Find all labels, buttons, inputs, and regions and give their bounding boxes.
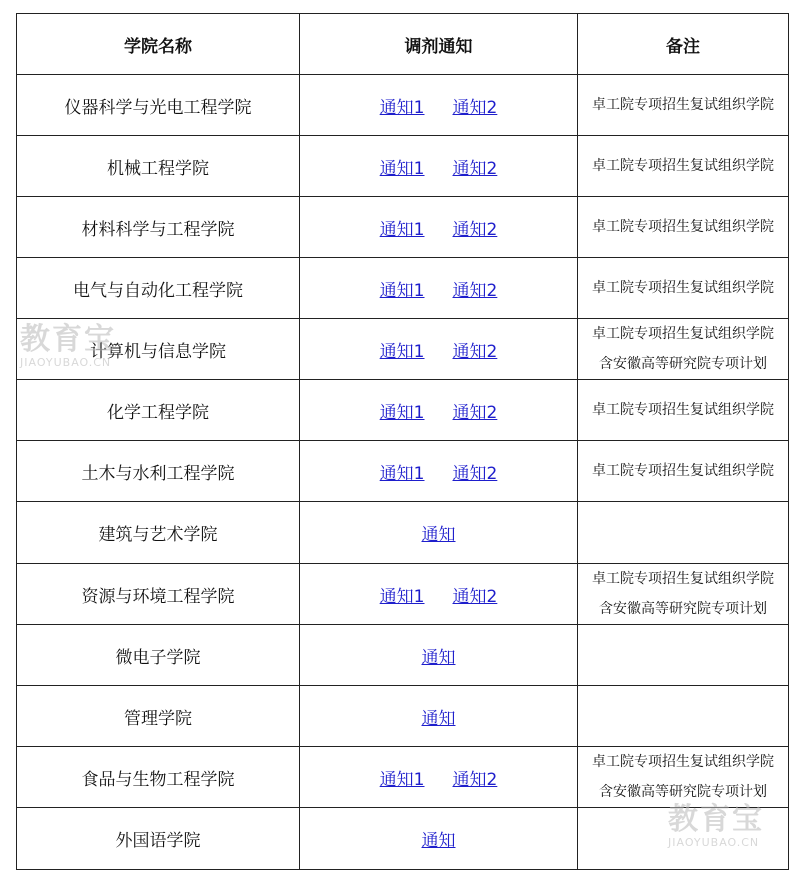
table-row xyxy=(17,686,789,747)
college-name-cell: 外国语学院 xyxy=(17,808,300,870)
notice-link-1[interactable]: 通知1 xyxy=(379,280,425,301)
notice-link-1[interactable]: 通知 xyxy=(421,525,456,545)
notice-link-1[interactable]: 通知1 xyxy=(379,463,425,484)
remark-cell xyxy=(578,564,789,625)
notice-link-1[interactable]: 通知1 xyxy=(379,219,425,240)
notice-link-2[interactable]: 通知2 xyxy=(452,769,498,790)
watermark-cn: 教育宝 xyxy=(20,322,116,357)
remark-line: 卓工院专项招生复试组织学院 xyxy=(592,219,774,235)
notice-link-2[interactable]: 通知2 xyxy=(452,158,498,179)
notice-links-cell xyxy=(300,686,578,747)
notice-links-cell xyxy=(300,441,578,502)
remark-line: 含安徽高等研究院专项计划 xyxy=(599,356,767,372)
table-row xyxy=(17,502,789,564)
remark-line: 含安徽高等研究院专项计划 xyxy=(599,784,767,800)
remark-cell xyxy=(578,441,789,502)
college-name-cell: 化学工程学院 xyxy=(17,380,300,441)
table-row xyxy=(17,136,789,197)
table-body xyxy=(17,75,789,870)
college-name-cell: 电气与自动化工程学院 xyxy=(17,258,300,319)
table-row xyxy=(17,808,789,870)
notice-link-1[interactable]: 通知1 xyxy=(379,158,425,179)
notice-links-cell xyxy=(300,502,578,564)
remark-line: 含安徽高等研究院专项计划 xyxy=(599,601,767,617)
remark-line: 卓工院专项招生复试组织学院 xyxy=(592,571,774,587)
watermark-en: JIAOYUBAO.CN xyxy=(20,356,112,369)
college-name-cell: 食品与生物工程学院 xyxy=(17,747,300,808)
remark-cell xyxy=(578,136,789,197)
table-row xyxy=(17,564,789,625)
notice-link-1[interactable]: 通知1 xyxy=(379,402,425,423)
college-name-cell: 微电子学院 xyxy=(17,625,300,686)
notice-links-cell xyxy=(300,319,578,380)
header-remarks: 备注 xyxy=(578,14,789,75)
notice-link-2[interactable]: 通知2 xyxy=(452,341,498,362)
notice-link-1[interactable]: 通知 xyxy=(421,708,456,729)
remark-line: 卓工院专项招生复试组织学院 xyxy=(592,280,774,296)
notice-links-cell xyxy=(300,747,578,808)
notice-links-cell xyxy=(300,136,578,197)
remark-cell xyxy=(578,625,789,686)
notice-link-1[interactable]: 通知1 xyxy=(379,769,425,790)
notice-links-cell xyxy=(300,258,578,319)
college-name-cell: 建筑与艺术学院 xyxy=(17,502,300,564)
remark-cell xyxy=(578,258,789,319)
notice-link-1[interactable]: 通知 xyxy=(421,647,456,668)
notice-link-1[interactable]: 通知1 xyxy=(379,341,425,362)
table-row xyxy=(17,747,789,808)
table-header-row xyxy=(17,14,789,75)
notice-link-1[interactable]: 通知1 xyxy=(379,97,425,118)
adjustment-notice-table xyxy=(16,13,789,870)
header-adjustment-notice: 调剂通知 xyxy=(300,14,578,75)
remark-cell xyxy=(578,319,789,380)
college-name-cell: 土木与水利工程学院 xyxy=(17,441,300,502)
notice-link-2[interactable]: 通知2 xyxy=(452,97,498,118)
remark-line: 卓工院专项招生复试组织学院 xyxy=(592,463,774,479)
college-name-cell: 资源与环境工程学院 xyxy=(17,564,300,625)
table-row xyxy=(17,319,789,380)
remark-cell xyxy=(578,380,789,441)
remark-cell xyxy=(578,197,789,258)
notice-links-cell xyxy=(300,75,578,136)
notice-links-cell xyxy=(300,808,578,870)
notice-links-cell xyxy=(300,625,578,686)
remark-line: 卓工院专项招生复试组织学院 xyxy=(592,158,774,174)
remark-line: 卓工院专项招生复试组织学院 xyxy=(592,402,774,418)
college-name-cell: 机械工程学院 xyxy=(17,136,300,197)
remark-line: 卓工院专项招生复试组织学院 xyxy=(592,754,774,770)
table-row xyxy=(17,441,789,502)
remark-cell xyxy=(578,75,789,136)
notice-links-cell xyxy=(300,380,578,441)
table-row xyxy=(17,75,789,136)
table-row xyxy=(17,380,789,441)
watermark-cn: 教育宝 xyxy=(668,802,764,837)
table-row xyxy=(17,625,789,686)
remark-cell xyxy=(578,502,789,564)
remark-line: 卓工院专项招生复试组织学院 xyxy=(592,326,774,342)
remark-cell xyxy=(578,808,789,870)
header-college-name: 学院名称 xyxy=(17,14,300,75)
remark-cell xyxy=(578,686,789,747)
notice-link-1[interactable]: 通知1 xyxy=(379,586,425,607)
college-name-cell: 材料科学与工程学院 xyxy=(17,197,300,258)
college-name-cell: 管理学院 xyxy=(17,686,300,747)
remark-cell xyxy=(578,747,789,808)
table-row xyxy=(17,258,789,319)
notice-links-cell xyxy=(300,197,578,258)
notice-link-2[interactable]: 通知2 xyxy=(452,219,498,240)
notice-link-1[interactable]: 通知 xyxy=(421,831,456,851)
college-name-cell: 仪器科学与光电工程学院 xyxy=(17,75,300,136)
notice-link-2[interactable]: 通知2 xyxy=(452,463,498,484)
notice-link-2[interactable]: 通知2 xyxy=(452,280,498,301)
watermark-en: JIAOYUBAO.CN xyxy=(668,836,760,849)
notice-links-cell xyxy=(300,564,578,625)
college-name-cell: 计算机与信息学院 xyxy=(17,319,300,380)
remark-line: 卓工院专项招生复试组织学院 xyxy=(592,97,774,113)
notice-link-2[interactable]: 通知2 xyxy=(452,402,498,423)
notice-link-2[interactable]: 通知2 xyxy=(452,586,498,607)
table-row xyxy=(17,197,789,258)
